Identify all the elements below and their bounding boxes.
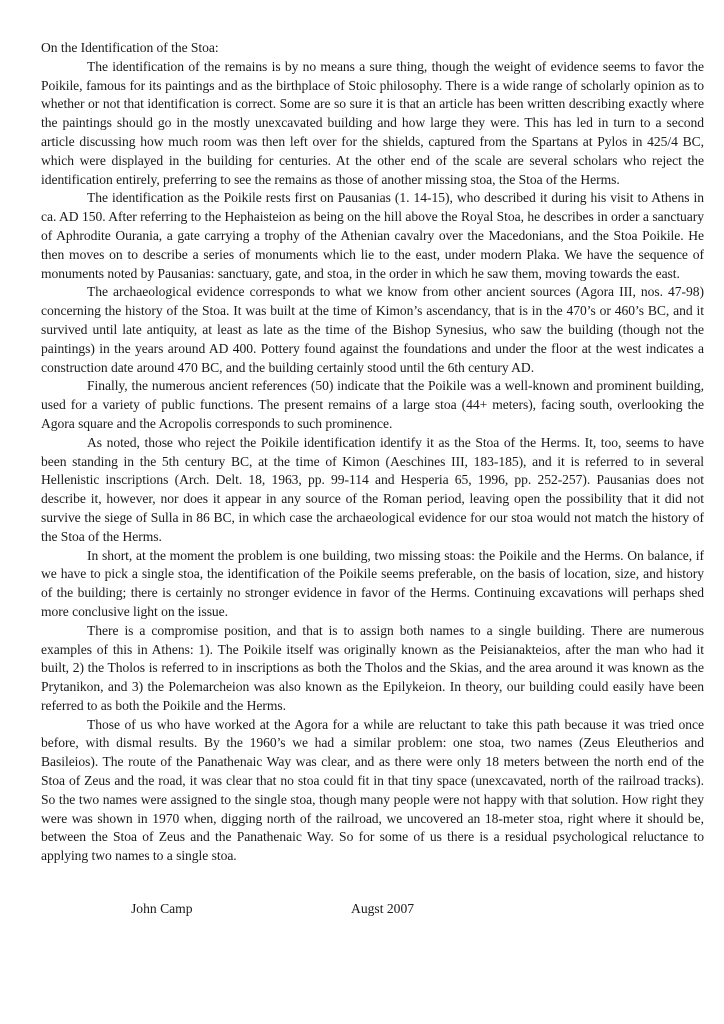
document-date: Augst 2007 (351, 901, 415, 916)
paragraph-compromise-position: There is a compromise position, and that is to assign both names to a single building. There are numerous examples of this in Athens: 1). The Poikile itself was originally known as the Peisianakteios, after the man who had it built, 2) the Tholos is referred to in inscriptions as both the Tholos and the Skias, and the area around it was known as the Prytanikon, and 3) the Polemarcheion was also known as the Epilykeion. In theory, our building could easily have been referred to as both the Poikile and the Herms. (41, 622, 704, 713)
document-body (41, 39, 704, 866)
paragraph-pausanias: The identification as the Poikile rests first on Pausanias (1. 14-15), who described it during his visit to Athens in ca. AD 150. After referring to the Hephaisteion as being on the hill above the Royal Stoa, he describes in order a sanctuary of Aphrodite Ourania, a gate carrying a trophy of the Athenian cavalry over the Macedonians, and the Stoa Poikile. He then moves on to describe a series of monuments which lie to the east, under modern Plaka. We have the sequence of monuments noted by Pausanias: sanctuary, gate, and stoa, in the order in which he saw them, moving towards the east. (41, 190, 704, 281)
paragraph-stoa-of-herms: As noted, those who reject the Poikile identification identify it as the Stoa of the Herms. It, too, seems to have been standing in the 5th century BC, at the time of Kimon (Aeschines III, 183-185), and it is referred to in several Hellenistic inscriptions (Arch. Delt. 18, 1963, pp. 99-114 and Hesperia 65, 1996, pp. 252-257). Pausanias does not describe it, however, nor does it appear in any source of the Roman period, leaving open the possibility that it did not survive the siege of Sulla in 86 BC, in which case the archaeological evidence for our stoa would not match the history of the Stoa of the Herms. (41, 434, 704, 544)
paragraph-archaeological-evidence: The archaeological evidence corresponds to what we know from other ancient sources (Agora III, nos. 47-98) concerning the history of the Stoa. It was built at the time of Kimon’s ascendancy, that is in the 470’s or 460’s BC, and it survived until late antiquity, at least as late as the time of the Bishop Synesius, who saw the building (though not the paintings) in the years around AD 400. Pottery found against the foundations and under the floor at the west indicates a construction date around 470 BC, and the building certainly stood until the 6th century AD. (41, 284, 704, 375)
paragraph-ancient-references: Finally, the numerous ancient references (50) indicate that the Poikile was a well-known and prominent building, used for a variety of public functions. The present remains of a large stoa (44+ meters), facing south, overlooking the Agora square and the Acropolis corresponds to such prominence. (41, 378, 704, 431)
author-name: John Camp (131, 901, 193, 916)
document-heading: On the Identification of the Stoa: (41, 40, 219, 55)
paragraph-poikile-identification: The identification of the remains is by no means a sure thing, though the weight of evidence seems to favor the Poikile, famous for its paintings and as the birthplace of Stoic philosophy. There is a wide range of scholarly opinion as to whether or not that identification is correct. Some are so sure it is that an article has been written describing exactly where the paintings should go in the mostly unexcavated building and how large they were. This has led in turn to a second article discussing how much room was then left over for the shields, captured from the Spartans at Pylos in 425/4 BC, which were displayed in the building for centuries. At the other end of the scale are several scholars who reject the identification entirely, preferring to see the remains as those of another missing stoa, the Stoa of the Herms. (41, 58, 704, 187)
paragraph-in-short: In short, at the moment the problem is one building, two missing stoas: the Poikile and the Herms. On balance, if we have to pick a single stoa, the identification of the Poikile seems preferable, on the basis of location, size, and history of the building; there is certainly no stronger evidence in favor of the Herms. Continuing excavations will perhaps shed more conclusive light on the issue. (41, 547, 704, 619)
paragraph-reluctance: Those of us who have worked at the Agora for a while are reluctant to take this path because it was tried once before, with dismal results. By the 1960’s we had a similar problem: one stoa, two names (Zeus Eleutherios and Basileios). The route of the Panathenaic Way was clear, and as there were only 18 meters between the north end of the Stoa of Zeus and the road, it was clear that no stoa could fit in that tiny space (unexcavated, north of the railroad tracks). So the two names were assigned to the single stoa, though many people were not happy with that solution. How right they were was shown in 1970 when, digging north of the railroad, we uncovered an 18-meter stoa, right where it should be, between the Stoa of Zeus and the Panathenaic Way. So for some of us there is a residual psychological reluctance to applying two names to a single stoa. (41, 716, 704, 864)
